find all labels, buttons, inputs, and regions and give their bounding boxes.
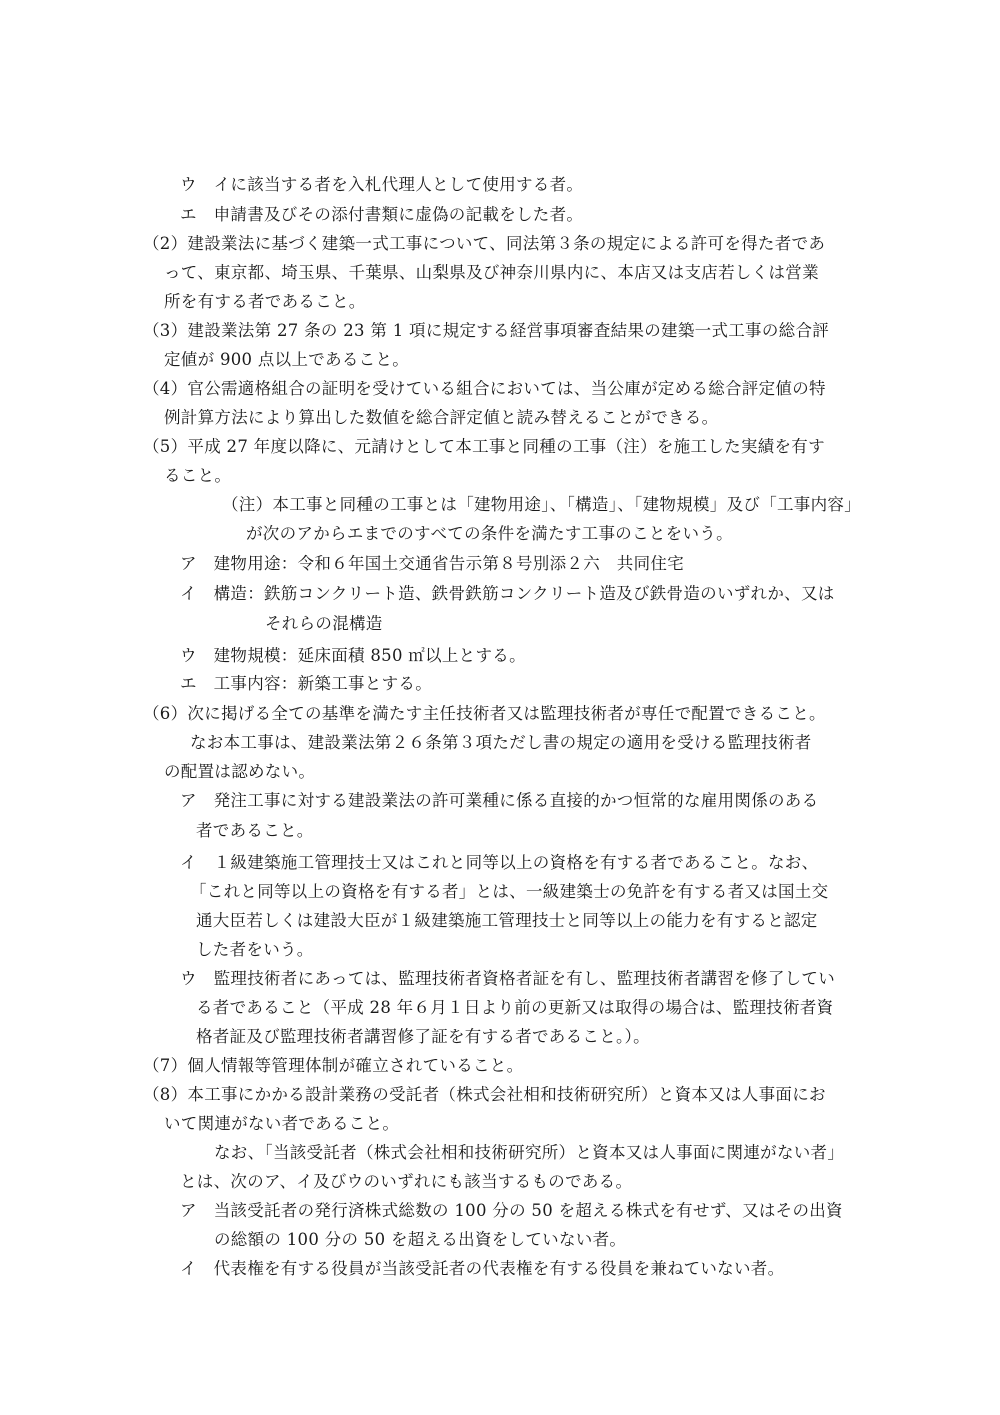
text-line: エ 申請書及びその添付書類に虚偽の記載をした者。 — [180, 205, 584, 224]
text-line: （2）建設業法に基づく建築一式工事について、同法第３条の規定による許可を得た者であ — [143, 234, 826, 253]
text-line: （3）建設業法第 27 条の 23 第 1 項に規定する経営事項審査結果の建築一式工事の総合評 — [143, 321, 830, 340]
text-line: それらの混構造 — [265, 614, 383, 633]
text-line: 者であること。 — [196, 821, 314, 840]
text-line: ウ イに該当する者を入札代理人として使用する者。 — [180, 175, 584, 194]
text-line: 例計算方法により算出した数値を総合評定値と読み替えることができる。 — [164, 408, 719, 427]
text-line: した者をいう。 — [196, 940, 314, 959]
text-line: （4）官公需適格組合の証明を受けている組合においては、当公庫が定める総合評定値の特 — [143, 379, 826, 398]
text-line: って、東京都、埼玉県、千葉県、山梨県及び神奈川県内に、本店又は支店若しくは営業 — [164, 263, 819, 282]
text-line: 所を有する者であること。 — [164, 292, 366, 311]
text-line: イ 構造：鉄筋コンクリート造、鉄骨鉄筋コンクリート造及び鉄骨造のいずれか、又は — [180, 584, 835, 603]
text-line: が次のアからエまでのすべての条件を満たす工事のことをいう。 — [246, 524, 733, 543]
text-line: る者であること（平成 28 年６月１日より前の更新又は取得の場合は、監理技術者資 — [196, 998, 834, 1017]
text-line: （5）平成 27 年度以降に、元請けとして本工事と同種の工事（注）を施工した実績を有す — [143, 437, 825, 456]
text-line: （注）本工事と同種の工事とは「建物用途」、「構造」、「建物規模」及び「工事内容」 — [222, 495, 861, 514]
text-line: なお、「当該受託者（株式会社相和技術研究所）と資本又は人事面に関連がない者」 — [214, 1143, 845, 1162]
text-line: ア 発注工事に対する建設業法の許可業種に係る直接的かつ恒常的な雇用関係のある — [180, 791, 819, 810]
text-line: とは、次のア、イ及びウのいずれにも該当するものである。 — [180, 1172, 633, 1191]
text-line: エ 工事内容：新築工事とする。 — [180, 674, 432, 693]
text-line: なお本工事は、建設業法第２６条第３項ただし書の規定の適用を受ける監理技術者 — [190, 733, 812, 752]
text-line: の総額の 100 分の 50 を超える出資をしていない者。 — [214, 1230, 627, 1249]
text-line: イ １級建築施工管理技士又はこれと同等以上の資格を有する者であること。なお、 — [180, 853, 819, 872]
text-line: （8）本工事にかかる設計業務の受託者（株式会社相和技術研究所）と資本又は人事面にお — [143, 1085, 826, 1104]
text-line: ウ 監理技術者にあっては、監理技術者資格者証を有し、監理技術者講習を修了してい — [180, 969, 836, 988]
text-line: いて関連がない者であること。 — [164, 1114, 400, 1133]
text-line: ア 当該受託者の発行済株式総数の 100 分の 50 を超える株式を有せず、又はその出資 — [180, 1201, 843, 1220]
text-line: の配置は認めない。 — [164, 762, 316, 781]
text-line: ること。 — [164, 466, 232, 485]
text-line: 定値が 900 点以上であること。 — [164, 350, 410, 369]
text-line: イ 代表権を有する役員が当該受託者の代表権を有する役員を兼ねていない者。 — [180, 1259, 785, 1278]
text-line: 格者証及び監理技術者講習修了証を有する者であること。）。 — [196, 1027, 650, 1046]
text-line: （6）次に掲げる全ての基準を満たす主任技術者又は監理技術者が専任で配置できること。 — [143, 704, 826, 723]
text-line: ウ 建物規模：延床面積 850 ㎡以上とする。 — [180, 646, 526, 665]
text-line: （7）個人情報等管理体制が確立されていること。 — [143, 1056, 524, 1075]
text-line: 「これと同等以上の資格を有する者」とは、一級建築士の免許を有する者又は国土交 — [190, 882, 829, 901]
text-line: 通大臣若しくは建設大臣が１級建築施工管理技士と同等以上の能力を有すると認定 — [196, 911, 818, 930]
text-line: ア 建物用途：令和６年国土交通省告示第８号別添２六 共同住宅 — [180, 554, 684, 573]
